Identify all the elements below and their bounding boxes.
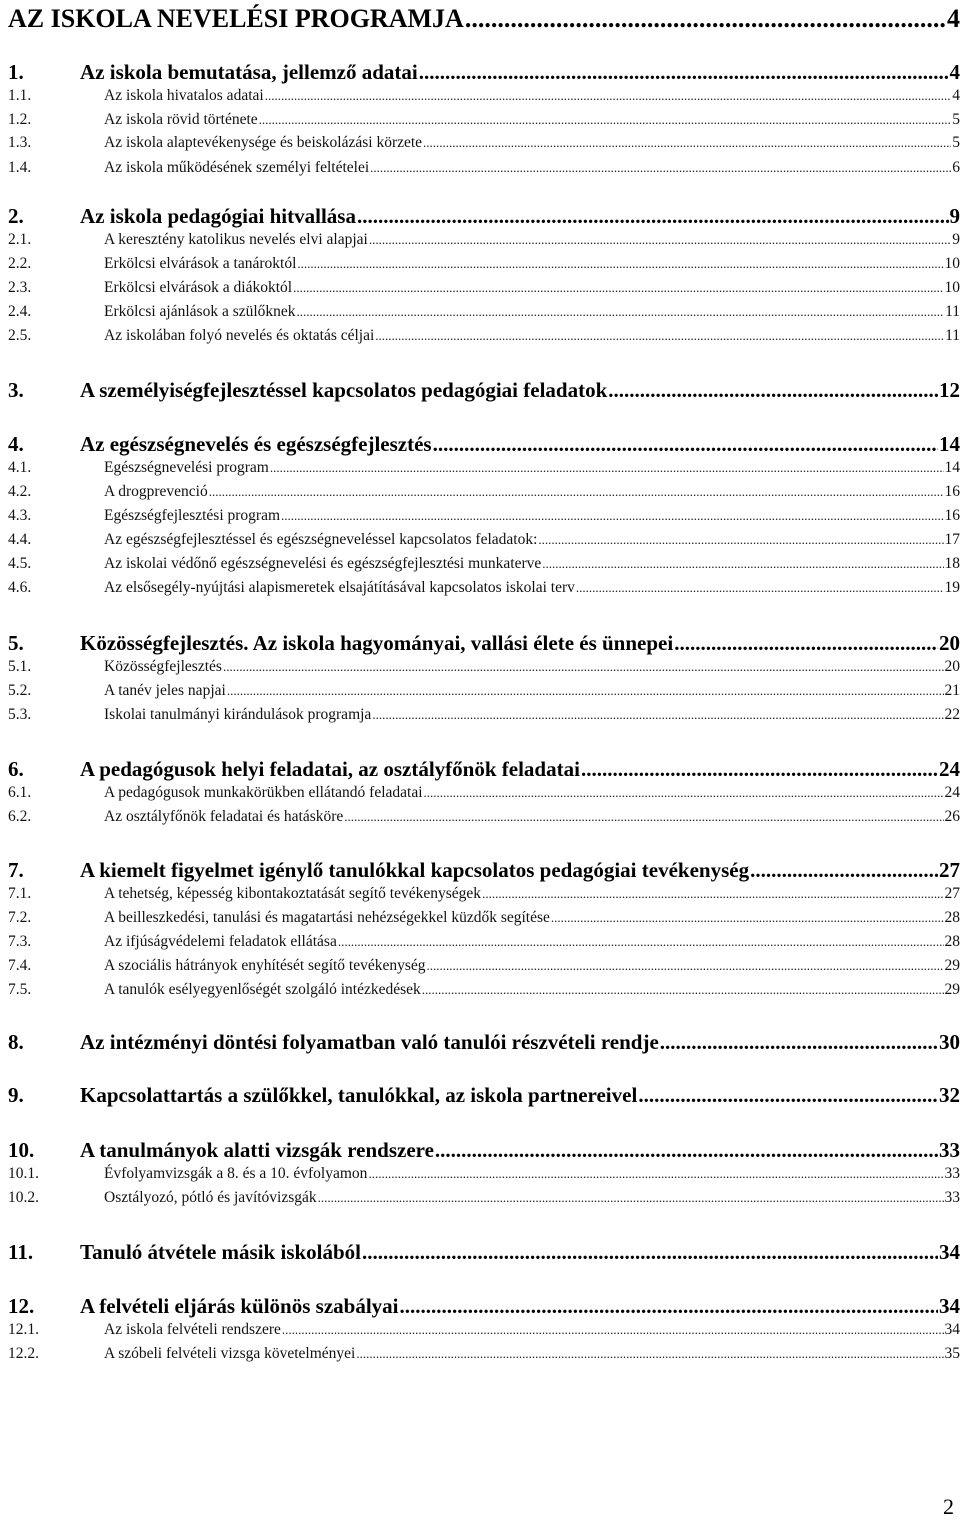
- toc-subsection-entry[interactable]: [8, 1166, 960, 1182]
- toc-entry-page: 4: [950, 62, 960, 83]
- toc-entry-number: 1.2.: [8, 112, 104, 128]
- toc-leader-dots: [282, 1323, 944, 1336]
- toc-leader-dots: [369, 233, 951, 246]
- toc-subsection-entry[interactable]: [8, 556, 960, 572]
- toc-subsection-entry[interactable]: [8, 484, 960, 500]
- toc-entry-number: 7.3.: [8, 934, 104, 950]
- toc-leader-dots: [297, 305, 945, 318]
- toc-subsection-entry[interactable]: [8, 934, 960, 950]
- toc-entry-number: 5.3.: [8, 707, 104, 723]
- toc-entry-page: 11: [945, 304, 960, 320]
- toc-entry-number: 1.4.: [8, 160, 104, 176]
- toc-entry-number: 4.4.: [8, 532, 104, 548]
- toc-entry-title: A kiemelt figyelmet igénylő tanulókkal kapcsolatos pedagógiai tevékenység: [80, 860, 749, 881]
- toc-entry-page: 14: [945, 460, 960, 476]
- toc-subsection-entry[interactable]: [8, 1190, 960, 1206]
- toc-leader-dots: [344, 810, 943, 823]
- toc-entry-title: Évfolyamvizsgák a 8. és a 10. évfolyamon: [104, 1166, 367, 1182]
- toc-entry-number: 2.: [8, 206, 80, 227]
- toc-subsection-entry[interactable]: [8, 683, 960, 699]
- toc-section-entry[interactable]: [8, 759, 960, 780]
- toc-leader-dots: [551, 911, 944, 924]
- toc-section-entry[interactable]: [8, 380, 960, 401]
- toc-entry-page: 26: [945, 809, 960, 825]
- toc-entry-number: 7.1.: [8, 886, 104, 902]
- toc-entry-number: 2.3.: [8, 280, 104, 296]
- toc-subsection-entry[interactable]: [8, 659, 960, 675]
- toc-entry-number: 7.: [8, 860, 80, 881]
- toc-entry-number: 8.: [8, 1032, 80, 1053]
- toc-entry-page: 6: [952, 160, 960, 176]
- toc-entry-number: 9.: [8, 1085, 80, 1106]
- toc-entry-page: 4: [952, 88, 960, 104]
- toc-entry-page: 20: [945, 659, 960, 675]
- toc-entry-page: 20: [939, 633, 960, 654]
- toc-leader-dots: [338, 935, 944, 948]
- toc-section-entry[interactable]: [8, 1140, 960, 1161]
- toc-entry-page: 16: [945, 508, 960, 524]
- toc-entry-title: A szóbeli felvételi vizsga követelményei: [104, 1346, 355, 1362]
- toc-subsection-entry[interactable]: [8, 910, 960, 926]
- toc-leader-dots: [422, 983, 944, 996]
- toc-leader-dots: [370, 161, 951, 174]
- toc-leader-dots: [270, 461, 944, 474]
- toc-section-entry[interactable]: [8, 434, 960, 455]
- toc-entry-title: Az iskola hivatalos adatai: [104, 88, 264, 104]
- toc-entry-title: A pedagógusok munkakörükben ellátandó feladatai: [104, 785, 423, 801]
- toc-entry-title: Az iskola bemutatása, jellemző adatai: [80, 62, 418, 83]
- toc-leader-dots: [581, 759, 938, 780]
- toc-subsection-entry[interactable]: [8, 160, 960, 176]
- toc-entry-page: 27: [939, 860, 960, 881]
- toc-leader-dots: [281, 509, 943, 522]
- toc-section-entry[interactable]: [8, 206, 960, 227]
- toc-leader-dots: [435, 1140, 938, 1161]
- toc-leader-dots: [223, 660, 944, 673]
- toc-entry-number: 1.: [8, 62, 80, 83]
- toc-subsection-entry[interactable]: [8, 982, 960, 998]
- toc-entry-number: 3.: [8, 380, 80, 401]
- toc-entry-title: A tanulók esélyegyenlőségét szolgáló intézkedések: [104, 982, 421, 998]
- toc-entry-number: 5.: [8, 633, 80, 654]
- toc-entry-number: 10.2.: [8, 1190, 104, 1206]
- toc-entry-page: 19: [945, 580, 960, 596]
- toc-entry-page: 34: [945, 1322, 960, 1338]
- toc-entry-number: 4.5.: [8, 556, 104, 572]
- toc-entry-title: A személyiségfejlesztéssel kapcsolatos pedagógiai feladatok: [80, 380, 607, 401]
- toc-entry-page: 30: [939, 1032, 960, 1053]
- toc-leader-dots: [368, 1167, 943, 1180]
- toc-entry-page: 14: [939, 434, 960, 455]
- toc-leader-dots: [427, 959, 944, 972]
- toc-leader-dots: [362, 1242, 938, 1263]
- toc-entry-title: A drogprevenció: [104, 484, 208, 500]
- toc-entry-page: 12: [939, 380, 960, 401]
- toc-entry-number: 7.4.: [8, 958, 104, 974]
- toc-leader-dots: [372, 708, 943, 721]
- toc-entry-page: 27: [945, 886, 960, 902]
- toc-subsection-entry[interactable]: [8, 532, 960, 548]
- toc-entry-title: Az egészségfejlesztéssel és egészségneveléssel kapcsolatos feladatok:: [104, 532, 537, 548]
- toc-entry-page: 35: [945, 1346, 960, 1362]
- toc-entry-title: Erkölcsi elvárások a tanároktól: [104, 256, 296, 272]
- toc-entry-title: Egészségnevelési program: [104, 460, 269, 476]
- toc-entry-number: 6.1.: [8, 785, 104, 801]
- toc-subsection-entry[interactable]: [8, 580, 960, 596]
- toc-entry-title: Erkölcsi ajánlások a szülőknek: [104, 304, 296, 320]
- toc-entry-number: 2.2.: [8, 256, 104, 272]
- toc-entry-page: 11: [945, 328, 960, 344]
- toc-entry-title: Az iskola alaptevékenysége és beiskolázási körzete: [104, 135, 422, 151]
- toc-entry-page: 16: [945, 484, 960, 500]
- toc-entry-number: 4.6.: [8, 580, 104, 596]
- toc-leader-dots: [419, 62, 949, 83]
- toc-leader-dots: [209, 485, 944, 498]
- toc-entry-page: 5: [952, 135, 960, 151]
- toc-main-title[interactable]: [8, 6, 960, 32]
- toc-subsection-entry[interactable]: [8, 304, 960, 320]
- toc-entry-page: 10: [945, 256, 960, 272]
- toc-subsection-entry[interactable]: [8, 508, 960, 524]
- toc-leader-dots: [542, 557, 943, 570]
- toc-leader-dots: [375, 329, 944, 342]
- toc-entry-number: 5.2.: [8, 683, 104, 699]
- toc-entry-number: 7.2.: [8, 910, 104, 926]
- toc-entry-title: A felvételi eljárás különös szabályai: [80, 1296, 399, 1317]
- toc-entry-page: 33: [939, 1140, 960, 1161]
- toc-entry-number: 4.2.: [8, 484, 104, 500]
- toc-entry-page: 28: [945, 910, 960, 926]
- toc-entry-number: 11.: [8, 1242, 80, 1263]
- toc-subsection-entry[interactable]: [8, 460, 960, 476]
- toc-leader-dots: [318, 1191, 944, 1204]
- toc-section-entry[interactable]: [8, 1242, 960, 1263]
- toc-leader-dots: [356, 1347, 943, 1360]
- toc-leader-dots: [674, 633, 938, 654]
- toc-section-entry[interactable]: [8, 1032, 960, 1053]
- toc-entry-page: 24: [945, 785, 960, 801]
- toc-entry-page: 24: [939, 759, 960, 780]
- toc-entry-number: 2.5.: [8, 328, 104, 344]
- toc-entry-title: Az iskola felvételi rendszere: [104, 1322, 281, 1338]
- toc-section-entry[interactable]: [8, 860, 960, 881]
- toc-entry-title: Az iskolai védőnő egészségnevelési és egészségfejlesztési munkaterve: [104, 556, 541, 572]
- toc-entry-number: 10.: [8, 1140, 80, 1161]
- toc-entry-number: 10.1.: [8, 1166, 104, 1182]
- toc-subsection-entry[interactable]: [8, 135, 960, 151]
- toc-entry-title: Az iskolában folyó nevelés és oktatás céljai: [104, 328, 374, 344]
- toc-leader-dots: [465, 6, 946, 32]
- toc-subsection-entry[interactable]: [8, 707, 960, 723]
- toc-entry-number: 1.3.: [8, 135, 104, 151]
- toc-leader-dots: [297, 257, 943, 270]
- toc-subsection-entry[interactable]: [8, 328, 960, 344]
- toc-entry-number: 2.4.: [8, 304, 104, 320]
- toc-entry-title: Az iskola pedagógiai hitvallása: [80, 206, 356, 227]
- toc-leader-dots: [357, 206, 949, 227]
- toc-section-entry[interactable]: [8, 62, 960, 83]
- page-number: 2: [943, 1494, 954, 1520]
- toc-entry-page: 17: [945, 532, 960, 548]
- toc-entry-number: 12.1.: [8, 1322, 104, 1338]
- toc-subsection-entry[interactable]: [8, 88, 960, 104]
- toc-leader-dots: [608, 380, 938, 401]
- toc-entry-title: Az osztályfőnök feladatai és hatásköre: [104, 809, 343, 825]
- toc-section-entry[interactable]: [8, 633, 960, 654]
- toc-leader-dots: [638, 1085, 938, 1106]
- toc-leader-dots: [259, 113, 952, 126]
- toc-section-entry[interactable]: [8, 1296, 960, 1317]
- toc-subsection-entry[interactable]: [8, 280, 960, 296]
- toc-entry-page: 33: [945, 1166, 960, 1182]
- toc-entry-page: 18: [945, 556, 960, 572]
- toc-subsection-entry[interactable]: [8, 809, 960, 825]
- toc-entry-number: 6.2.: [8, 809, 104, 825]
- toc-entry-title: A tehetség, képesség kibontakoztatását segítő tevékenységek: [104, 886, 481, 902]
- toc-section-entry[interactable]: [8, 1085, 960, 1106]
- toc-leader-dots: [482, 887, 943, 900]
- toc-entry-number: 4.1.: [8, 460, 104, 476]
- toc-entry-page: 28: [945, 934, 960, 950]
- toc-entry-number: 4.3.: [8, 508, 104, 524]
- toc-entry-title: A keresztény katolikus nevelés elvi alapjai: [104, 232, 368, 248]
- toc-leader-dots: [538, 533, 943, 546]
- toc-leader-dots: [293, 281, 943, 294]
- toc-entry-page: 29: [945, 982, 960, 998]
- toc-subsection-entry[interactable]: [8, 958, 960, 974]
- toc-entry-page: 34: [939, 1296, 960, 1317]
- toc-leader-dots: [660, 1032, 938, 1053]
- toc-entry-page: 10: [945, 280, 960, 296]
- toc-entry-title: Az ifjúságvédelemi feladatok ellátása: [104, 934, 337, 950]
- toc-entry-number: 12.: [8, 1296, 80, 1317]
- toc-entry-title: Tanuló átvétele másik iskolából: [80, 1242, 361, 1263]
- toc-subsection-entry[interactable]: [8, 112, 960, 128]
- toc-entry-page: 5: [952, 112, 960, 128]
- toc-subsection-entry[interactable]: [8, 1322, 960, 1338]
- toc-subsection-entry[interactable]: [8, 256, 960, 272]
- toc-main-title-text: AZ ISKOLA NEVELÉSI PROGRAMJA: [8, 6, 464, 32]
- toc-entry-page: 33: [945, 1190, 960, 1206]
- toc-leader-dots: [227, 684, 944, 697]
- toc-entry-title: A tanulmányok alatti vizsgák rendszere: [80, 1140, 434, 1161]
- toc-subsection-entry[interactable]: [8, 1346, 960, 1362]
- toc-entry-page: 9: [950, 206, 960, 227]
- toc-entry-page: 32: [939, 1085, 960, 1106]
- toc-entry-title: Az intézményi döntési folyamatban való tanulói részvételi rendje: [80, 1032, 659, 1053]
- toc-subsection-entry[interactable]: [8, 785, 960, 801]
- toc-entry-title: Az iskola rövid története: [104, 112, 258, 128]
- toc-entry-number: 7.5.: [8, 982, 104, 998]
- toc-entry-title: Az iskola működésének személyi feltételei: [104, 160, 369, 176]
- toc-entry-title: Közösségfejlesztés. Az iskola hagyományai, vallási élete és ünnepei: [80, 633, 673, 654]
- toc-leader-dots: [423, 136, 951, 149]
- toc-entry-number: 1.1.: [8, 88, 104, 104]
- toc-subsection-entry[interactable]: [8, 232, 960, 248]
- toc-subsection-entry[interactable]: [8, 886, 960, 902]
- toc-entry-page: 9: [952, 232, 960, 248]
- toc-leader-dots: [265, 89, 952, 102]
- toc-leader-dots: [433, 434, 938, 455]
- toc-entry-title: Az egészségnevelés és egészségfejlesztés: [80, 434, 432, 455]
- toc-entry-title: Iskolai tanulmányi kirándulások programja: [104, 707, 371, 723]
- toc-leader-dots: [750, 860, 938, 881]
- toc-entry-title: A beilleszkedési, tanulási és magatartási nehézségekkel küzdők segítése: [104, 910, 550, 926]
- toc-entry-title: A tanév jeles napjai: [104, 683, 226, 699]
- toc-main-title-page: 4: [947, 6, 960, 32]
- toc-entry-page: 22: [945, 707, 960, 723]
- toc-entry-title: Kapcsolattartás a szülőkkel, tanulókkal, az iskola partnereivel: [80, 1085, 637, 1106]
- toc-entry-number: 5.1.: [8, 659, 104, 675]
- toc-entry-page: 21: [945, 683, 960, 699]
- toc-entry-page: 34: [939, 1242, 960, 1263]
- toc-entry-title: A szociális hátrányok enyhítését segítő tevékenység: [104, 958, 426, 974]
- toc-entry-title: Osztályozó, pótló és javítóvizsgák: [104, 1190, 317, 1206]
- toc-entry-title: Egészségfejlesztési program: [104, 508, 280, 524]
- toc-entry-number: 2.1.: [8, 232, 104, 248]
- toc-entry-number: 12.2.: [8, 1346, 104, 1362]
- toc-leader-dots: [400, 1296, 939, 1317]
- toc-entry-title: A pedagógusok helyi feladatai, az osztályfőnök feladatai: [80, 759, 580, 780]
- toc-leader-dots: [424, 786, 944, 799]
- toc-leader-dots: [576, 581, 944, 594]
- toc-entry-title: Erkölcsi elvárások a diákoktól: [104, 280, 292, 296]
- toc-entry-page: 29: [945, 958, 960, 974]
- toc-entry-number: 4.: [8, 434, 80, 455]
- toc-entry-number: 6.: [8, 759, 80, 780]
- toc-entry-title: Közösségfejlesztés: [104, 659, 222, 675]
- toc-entry-title: Az elsősegély-nyújtási alapismeretek elsajátításával kapcsolatos iskolai terv: [104, 580, 575, 596]
